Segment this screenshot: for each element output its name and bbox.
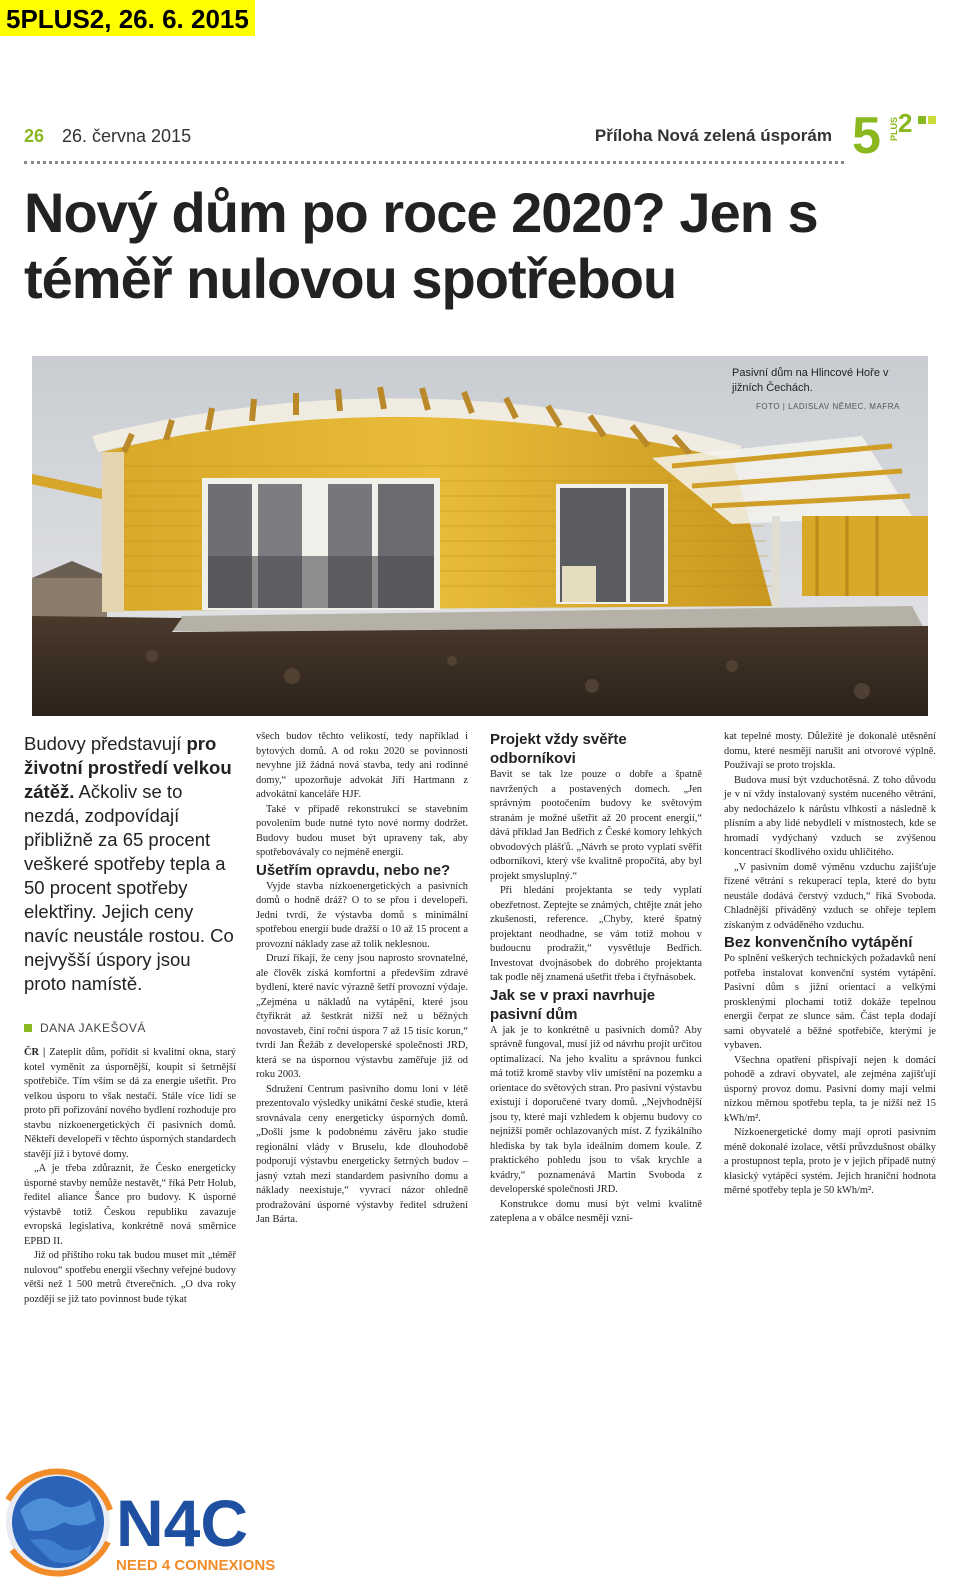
source-label: 5PLUS2, 26. 6. 2015 [0, 0, 255, 36]
column-1: ČR | Zateplit dům, pořídit si kvalitní okna, starý kotel vyměnit za úspornější, koupit si šetrnější spotřebiče. Tím vším se dá za energie ušetřit. Pro velkou úsporu to však nestačí. Stále více lidí se proto při pořizování nového bydlení rozhoduje pro stavbu nízkoenergetických či pasivních domů. Někteří developeři v těchto úsporných standardech stavějí již i bytové domy. „A je třeba zdůraznit, že Česko energeticky úsporné stavby nemůže nestavět,“ říká Petr Holub, ředitel aliance Šance pro budovy. K úsporné výstavbě totiž Českou republiku zavazuje evropská legislativa, konkrétně nová směrnice EPBD II. Již od příštího roku tak budou muset mít „téměř nulovou“ spotřebu energií všechny veřejné budovy větší než 1 500 metrů čtverečních. „O dva roky později se již tato povinnost bude týkat [24, 1047, 236, 1305]
column-4: kat tepelné mosty. Důležité je dokonalé utěsnění domu, které nesmějí narušit ani otvorové výplně. Používají se proto trojskla. Budova musí být vzduchotěsná. Z toho důvodu je v ní vždy instalovaný systém nuceného větrání, aby nedocházelo k nárůstu vlhkosti a následně k plísním a aby lidé nebydleli v místnostech, kde se hromadí vydýchaný vzduch se zvýšenou koncentrací škodlivého oxidu uhličitého. „V pasivním domě výměnu vzduchu zajišťuje řízené větrání s rekuperací tepla, které do bytu neustále dodává čerstvý vzduch,“ říká Svoboda. Chladnější přiváděný vzduch se ohřeje teplem získaným z odváděného vzduchu. Bez konvenčního vytápění Po splnění veškerých technických požadavků není potřeba instalovat konvenční systém vytápění. Pasivní dům s jižní orientací a velkými prosklenými plochami totiž dokáže tepelnou energii čerpat ze slunce sám. Část tepla dodají sami obyvatelé a běžné spotřebiče, kterými je vybaven. Všechna opatření přispívají nejen k domácí pohodě a zdraví obyvatel, ale zejména zajišťují úsporný provoz domu. Pasivní domy mají velmi nízkou měrnou spotřebu tepla, ta je nižší než 15 kWh/m². Nízkoenergetické domy mají oproti pasivním méně dokonalé izolace, větší průvzdušnost obálky a prostupnost tepla, proto je v jejich případě nutný klasický vytápěcí systém. Jejich hraniční hodnota měrné spotřeby tepla je 50 kWh/m². [724, 731, 936, 1196]
svg-text:NEED 4 CONNEXIONS: NEED 4 CONNEXIONS [116, 1557, 276, 1574]
page-number: 26 [24, 126, 45, 146]
article-lead: Budovy představují pro životní prostředí velkou zátěž. Ačkoliv se to nezdá, zodpovídají přibližně za 65 procent veškeré spotřeby tepla a 50 procent spotřeby elektřiny. Jejich ceny navíc neustále rostou. Co nejvyšší úspory jsou proto namístě. [24, 733, 234, 994]
supplement-name: Příloha Nová zelená úsporám [594, 126, 832, 145]
issue-date: 26. června 2015 [62, 126, 192, 146]
subheading: Jak se v praxi navrhuje pasivní dům [490, 986, 656, 1023]
page-header [24, 126, 940, 156]
photo-caption: Pasivní dům na Hlincové Hoře v jižních Čechách. [732, 367, 889, 394]
subheading: Ušetřím opravdu, nebo ne? [256, 861, 451, 879]
article-headline: Nový dům po roce 2020? Jen s téměř nulovou spotřebou [24, 181, 818, 310]
column-3: Projekt vždy svěřte odborníkovi Bavit se tak lze pouze o dobře a špatně navržených a postavených domech. „Jen správným pootočením budovy ke světovým stranám je možné ušetřit až 20 procent energií,“ dává příklad Jan Bedřich z České komory lehkých obvodových plášťů. „Návrh se proto vyplatí svěřit odborníkovi, který vše kvalitně propočítá, aby byl projekt smysluplný.“ Při hledání projektanta se tedy vyplatí obezřetnost. Zeptejte se známých, chtějte znát jeho zkušenosti, reference. „Chyby, které špatný projektant neodhadne, se vám totiž mohou v budoucnu prodražit,“ vysvětluje Bedřich. Investovat dvojnásobek do dobrého projektanta tak podle něj znamená ušetřit třeba i čtyřnásobek. Jak se v praxi navrhuje pasivní dům A jak je to konkrétně u pasivních domů? Aby správně fungoval, musí již od návrhu projít určitou optimalizací. Na jeho kvalitu a správnou funkci má totiž kromě stavby vliv umístění na pozemku a orientace do světových stran. Pro pasivní výstavbu existují i doporučené tvary domů. „Nejvhodnější jsou ty, které mají vzhledem k objemu budovy co nejnižší poměr ochlazovaných míst. Z fyzikálního hlediska by tak byla ideálním domem koule. Z praktického pohledu jsou to však krychle a kvádry,“ poznamenává Martin Svoboda z developerské společnosti JRD. Konstrukce domu musí být velmi kvalitně zateplena a v obálce nesmějí vzni- [490, 731, 702, 1224]
header-divider [24, 161, 844, 164]
photo-credit: FOTO | LADISLAV NĚMEC, MAFRA [756, 402, 900, 411]
n4c-logo [0, 1460, 280, 1584]
column-2: všech budov těchto velikostí, tedy například i bytových domů. A od roku 2020 se povinnosti nevyhne již žádná nová stavba, tedy ani rodinné domy,“ upozorňuje advokát Jiří Hartmann z advokátní kanceláře HJF. Také v případě rekonstrukcí se stavebním povolením bude nutné tyto nové normy dodržet. Budovy budou muset být upraveny tak, aby spotřebovávaly co nejméně energií. Ušetřím opravdu, nebo ne? Vyjde stavba nízkoenergetických a pasivních domů o hodně dráž? O to se přou i developeři. Jedni tvrdí, že výstavba domů s minimální spotřebou energií bude dražší o 10 až 15 procent a provozní náklady zase až tolik neklesnou. Druzí říkají, že ceny jsou naprosto srovnatelné, ale člověk získá komfortní a především zdravé bydlení, které navíc výrazně šetří provozní výdaje. „Zejména u nákladů na vytápění, které jsou čtyřikrát až šestkrát nižší než u běžných novostaveb, činí roční úspora 7 až 15 tisíc korun,“ tvrdí Jan Řežáb z developerské společnosti JRD, která se na úspornou výstavbu zaměřuje již od roku 2003. Sdružení Centrum pasivního domu loni v létě prezentovalo výsledky unikátní české studie, která srovnávala ceny energeticky úsporných domů. „Došli jsme k podobnému závěru jako studie regionální vlády v Bruselu, kde dlouhodobě podporují výstavbu energeticky šetrných budov – jasný vztah mezi standardem pasivního domu a náklady neexistuje,“ vyvrací názor ohledně prodražování úsporné výstavby ředitel sdružení Jan Bárta. [256, 731, 468, 1225]
subheading: Projekt vždy svěřte odborníkovi [490, 731, 627, 767]
author-byline: DANA JAKEŠOVÁ [24, 1021, 146, 1035]
svg-text:N4C: N4C [116, 1486, 249, 1560]
5plus2-logo: 5 PLUS 2 [852, 112, 938, 162]
subheading: Bez konvenčního vytápění [724, 934, 913, 951]
